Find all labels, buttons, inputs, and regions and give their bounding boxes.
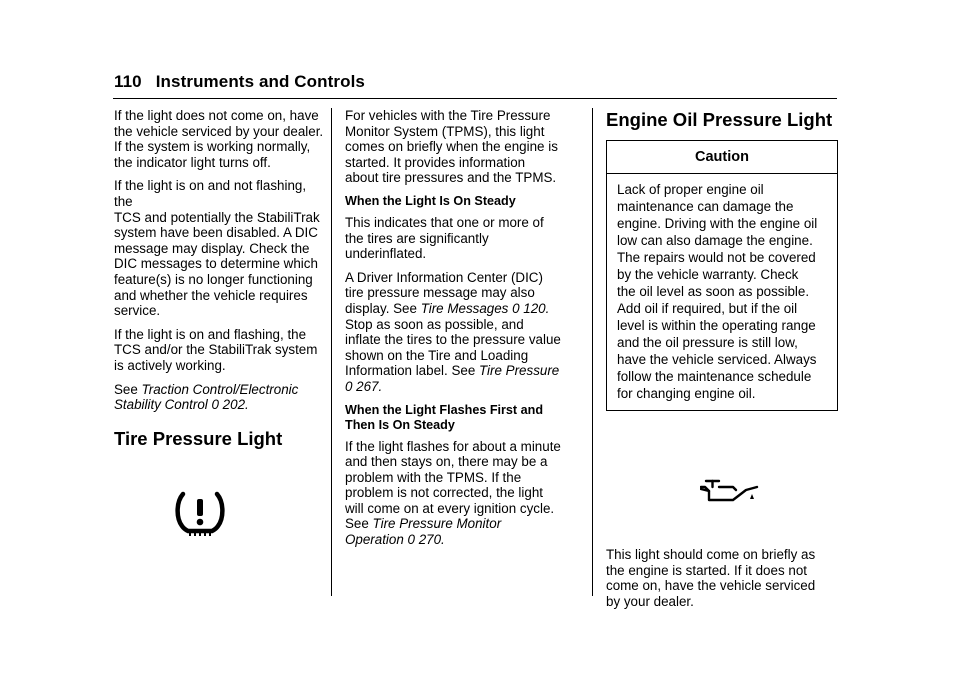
page-ref: 0 202. — [207, 397, 249, 413]
engine-oil-pressure-heading: Engine Oil Pressure Light — [606, 109, 833, 130]
see-reference — [114, 382, 324, 413]
tpms-operation-link[interactable]: Tire Pressure Monitor Operation — [345, 516, 502, 548]
page-ref: 0 120. — [508, 300, 550, 316]
page-header — [114, 72, 365, 92]
caution-title: Caution — [607, 141, 837, 175]
oil-can-icon — [700, 477, 760, 507]
tire-messages-link[interactable]: Tire Messages — [420, 300, 509, 316]
section-title: Instruments and Controls — [155, 72, 365, 91]
paragraph — [345, 270, 581, 395]
column-2 — [345, 108, 581, 556]
caution-box — [606, 140, 838, 412]
page-ref: 0 270. — [403, 532, 445, 548]
page-number: 110 — [114, 72, 142, 91]
see-prefix: See — [114, 381, 142, 397]
paragraph — [345, 439, 581, 548]
paragraph: This light should come on briefly as the engine is started. If it does not come on, have the vehicle serviced by your dealer. — [606, 547, 816, 609]
column-1 — [114, 108, 324, 538]
paragraph: If the light is on and not flashing, the TCS and potentially the StabiliTrak system have been disabled. A DIC message may display. Check the DIC messages to determine which feature(s) is no longer functioning and whether the vehicle requires service. — [114, 178, 320, 319]
paragraph: If the light is on and flashing, the TCS and/or the StabiliTrak system is actively working. — [114, 326, 318, 373]
text: If the light flashes for about a minute and then stays on, there may be a problem with the TPMS. If the problem is not corrected, the light will come on at every ignition cycle. See — [345, 438, 561, 532]
text: A Driver Information Center (DIC) tire pressure message may also display. See — [345, 269, 543, 316]
caution-text: Lack of proper engine oil maintenance can damage the engine. Driving with the engine oil low can also damage the engine. The repairs would not be covered by the vehicle warranty. Check the oil level as soon as possible. Add oil if required, but if the oil level is within the operating range and the oil pressure is still low, have the vehicle serviced. Always follow the maintenance schedule for changing engine oil. — [617, 182, 818, 402]
tire-pressure-heading: Tire Pressure Light — [114, 427, 283, 449]
column-divider-1 — [331, 108, 332, 596]
traction-control-link[interactable]: Traction Control/Electronic Stability Control — [114, 381, 299, 413]
column-3 — [606, 108, 838, 618]
subheading-flashes: When the Light Flashes First and Then Is On Steady — [345, 402, 544, 432]
paragraph: If the light does not come on, have the vehicle serviced by your dealer. If the system is working normally, the indicator light turns off. — [114, 108, 324, 170]
paragraph: For vehicles with the Tire Pressure Monitor System (TPMS), this light comes on briefly when the engine is started. It provides information about tire pressures and the TPMS. — [345, 108, 558, 186]
column-divider-2 — [592, 108, 593, 596]
tire-pressure-warning-icon — [174, 490, 226, 538]
paragraph: This indicates that one or more of the tires are significantly underinflated. — [345, 214, 544, 262]
header-rule — [113, 98, 837, 99]
tire-pressure-link[interactable]: Tire Pressure 0 267. — [345, 363, 560, 394]
subheading-steady: When the Light Is On Steady — [345, 193, 516, 208]
text: Stop as soon as possible, and inflate the tires to the pressure value shown on the Tire and Loading Information label. See — [345, 316, 561, 379]
